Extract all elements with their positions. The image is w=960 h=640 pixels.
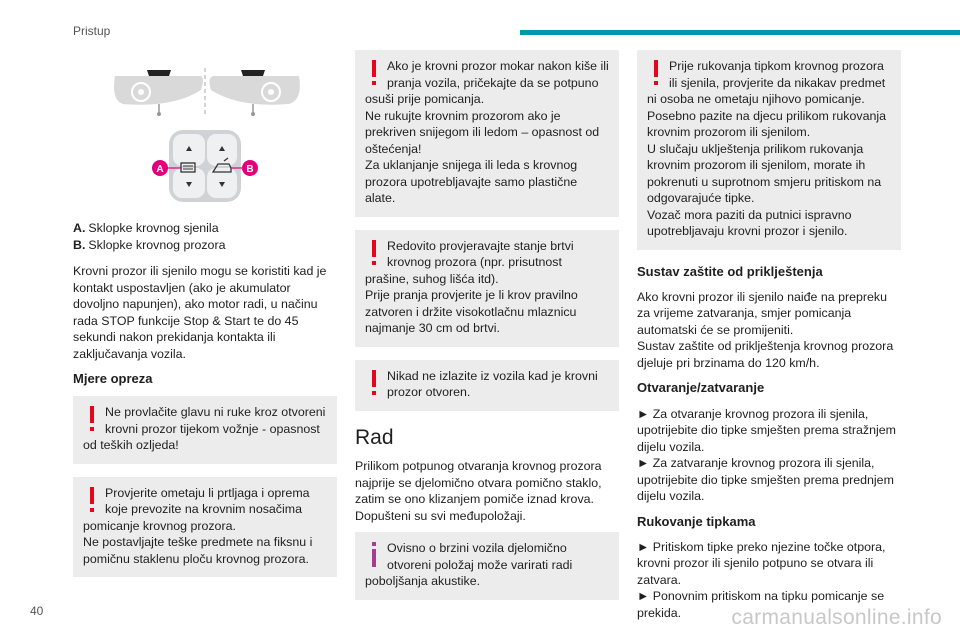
button-paragraph: ► Pritiskom tipke preko njezine točke otpora, krovni prozor ili sjenilo potpuno se otvara ili zatvara. ► Ponovnim pritiskom na tipku pomicanje se prekida. [637,539,886,620]
anti-pinch-paragraph: Ako krovni prozor ili sjenilo naiđe na prepreku za vrijeme zatvaranja, smjer pomicanja automatski će se promijeniti. Sustav zaštite od priklještenja krovnog prozora djeluje pri brzinama do 120 km/h. [637,289,894,370]
legend-item-b: B. Sklopke krovnog prozora [73,237,226,252]
warning-box [73,477,337,578]
warning-box [355,360,619,411]
svg-text:B: B [246,164,254,175]
warning-text: Redovito provjeravajte stanje brtvi krovnog prozora (npr. prisutnost prašine, suhog lišća itd). Prije pranja provjerite je li krov pravilno zatvoren i držite visokotlačnu mlaznicu najmanje 30 cm od brtvi. [365,238,578,335]
warning-text: Ne provlačite glavu ni ruke kroz otvoreni krovni prozor tijekom vožnje - opasnost od teških ozljeda! [83,405,326,453]
warning-text: Provjerite ometaju li prtljaga i oprema koje prevozite na krovnim nosačima pomicanje krovnog prozora. Ne postavljajte teške predmete na fiksnu i pomičnu staklenu ploču krovnog prozora. [83,485,313,566]
info-text: Ovisno o brzini vozila djelomično otvoreni položaj može varirati radi poboljšanja akustike. [365,541,573,589]
switch-figure [73,50,337,220]
warning-text: Prije rukovanja tipkom krovnog prozora ili sjenila, provjerite da nikakav predmet ni osoba ne ometaju njihovo pomicanje. Posebno pazite na djecu prilikom rukovanja krovnim prozorom ili sjenilom. U slučaju uklještenja prilikom rukovanja krovnim prozorom ili sjenilom, morate ih pokrenuti u suprotnom smjeru pritiskom na odgovarajuće tipke. Vozač mora paziti da putnici ispravno upotrebljavaju krovni prozor i sjenilo. [647,59,887,238]
warning-exclamation-icon [83,487,103,515]
warning-exclamation-icon [365,240,385,268]
column-2 [355,50,619,613]
info-box [355,532,619,600]
header-accent-bar [520,30,960,35]
warning-exclamation-icon [647,60,667,88]
column-1 [73,50,337,590]
warning-box [637,50,901,250]
warning-box [73,396,337,464]
switch-illustration [73,50,337,220]
watermark: carmanualsonline.info [731,606,942,630]
section-header: Pristup [73,24,111,38]
precautions-heading: Mjere opreza [73,371,153,386]
warning-box [355,230,619,347]
figure-legend [73,220,337,253]
open-close-paragraph: ► Za otvaranje krovnog prozora ili sjenila, upotrijebite dio tipke smješten prema stražnjem dijelu vozila. ► Za zatvaranje krovnog prozora ili sjenila, upotrijebite dio tipke smješten prema prednjem dijelu vozila. [637,406,896,504]
mirror-right-icon [209,70,299,116]
warning-exclamation-icon [83,406,103,434]
column-3 [637,50,901,629]
intro-paragraph: Krovni prozor ili sjenilo mogu se koristiti kad je kontakt uspostavljen (ako je akumulator dovoljno napunjen), ako motor radi, u načinu rada STOP funkcije Stop & Start te do 45 sekundi nakon prekidanja kontakta ili zaključavanja vozila. [73,264,327,361]
svg-text:A: A [156,164,164,175]
section-title: Rad [355,425,394,449]
anti-pinch-heading: Sustav zaštite od priklještenja [637,263,823,279]
roof-switch-panel [169,130,241,202]
warning-box [355,50,619,217]
page-number: 40 [30,604,44,618]
warning-exclamation-icon [365,370,385,398]
legend-item-a: A. Sklopke krovnog sjenila [73,221,219,235]
warning-text: Nikad ne izlazite iz vozila kad je krovni prozor otvoren. [387,368,598,399]
button-heading: Rukovanje tipkama [637,513,756,529]
warning-exclamation-icon [365,60,385,88]
operation-paragraph: Prilikom potpunog otvaranja krovnog prozora najprije se djelomično otvara pomično staklo, zatim se ono klizanjem pomiče iznad krova. Dopušteni su svi međupoložaji. [355,459,602,523]
warning-text: Ako je krovni prozor mokar nakon kiše ili pranja vozila, pričekajte da se potpuno osuši prije pomicanja. Ne rukujte krovnim prozorom ako je prekriven snijegom ili ledom – opasnost od oštećenja! Za uklanjanje snijega ili leda s krovnog prozora upotrebljavajte samo plastične alate. [365,59,609,205]
mirror-left-icon [114,70,203,116]
info-icon [365,542,385,570]
open-close-heading: Otvaranje/zatvaranje [637,380,765,396]
